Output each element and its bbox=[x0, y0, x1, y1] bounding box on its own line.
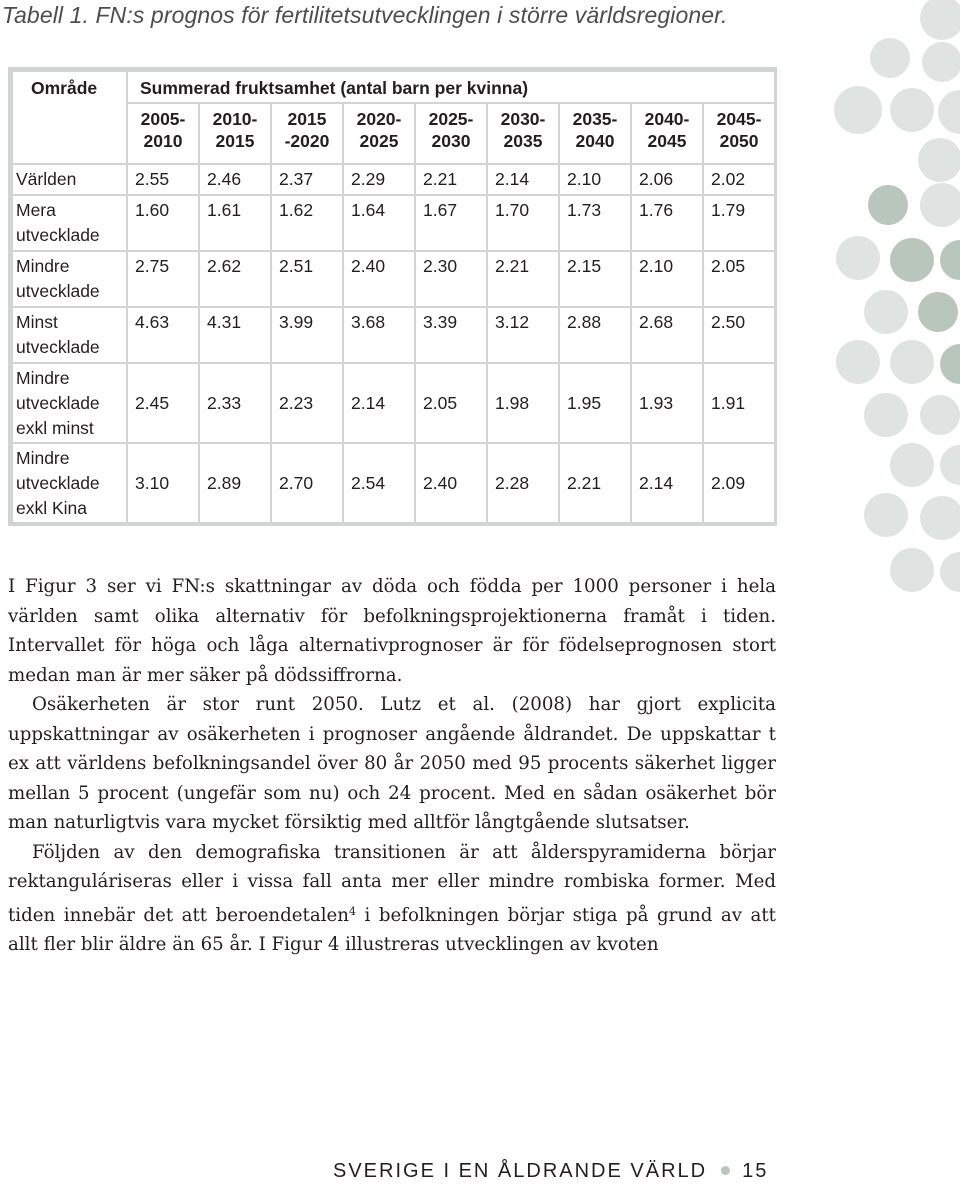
decorative-circle bbox=[836, 236, 880, 280]
table-cell: 2.51 bbox=[271, 251, 343, 307]
table-cell: 2.28 bbox=[487, 443, 559, 523]
table-cell: 1.73 bbox=[559, 195, 631, 251]
row-label-line: utvecklade bbox=[16, 225, 100, 245]
table-cell: 2.55 bbox=[127, 164, 199, 195]
row-label-line: exkl Kina bbox=[16, 498, 88, 518]
separator-dot-icon bbox=[721, 1166, 730, 1175]
period-header-line: 2015 bbox=[215, 131, 255, 151]
period-header-line: 2030 bbox=[431, 131, 471, 151]
table-caption: Tabell 1. FN:s prognos för fertilitetsutvecklingen i större världsregioner. bbox=[2, 2, 728, 28]
table-cell: 2.40 bbox=[343, 251, 415, 307]
decorative-circle bbox=[890, 238, 934, 282]
decorative-circle bbox=[940, 344, 960, 384]
decorative-circle bbox=[864, 493, 908, 537]
row-label-line: utvecklade bbox=[16, 473, 100, 493]
table-row bbox=[12, 307, 775, 363]
table-cell: 3.39 bbox=[415, 307, 487, 363]
table-cell: 2.37 bbox=[271, 164, 343, 195]
page-number: 15 bbox=[742, 1160, 769, 1182]
table-cell: 2.21 bbox=[559, 443, 631, 523]
paragraph-3 bbox=[8, 838, 776, 960]
row-label-line: Världen bbox=[16, 169, 77, 189]
row-label-line: utvecklade bbox=[16, 337, 100, 357]
decorative-circle bbox=[920, 183, 960, 227]
period-header-line: 2045 bbox=[647, 131, 687, 151]
decorative-circle bbox=[920, 496, 960, 540]
table-cell: 2.23 bbox=[271, 363, 343, 443]
table-cell: 2.45 bbox=[127, 363, 199, 443]
decorative-circle bbox=[920, 395, 960, 435]
row-label bbox=[12, 307, 127, 363]
row-label-line: Mindre bbox=[16, 448, 70, 468]
table-cell: 2.54 bbox=[343, 443, 415, 523]
period-header-line: 2030- bbox=[500, 109, 546, 129]
period-header-line: 2035- bbox=[572, 109, 618, 129]
decorative-circle bbox=[918, 138, 960, 182]
decorative-circle bbox=[864, 290, 908, 334]
period-header-line: 2015 bbox=[287, 109, 327, 129]
paragraph-3-text-b: i befolkningen börjar stiga på grund av att allt fler blir äldre än 65 år. I Figur 4 illustreras utvecklingen av kvoten bbox=[8, 904, 776, 955]
period-header bbox=[271, 103, 343, 164]
table-cell: 2.06 bbox=[631, 164, 703, 195]
period-header-line: 2040 bbox=[575, 131, 615, 151]
footnote-ref: 4 bbox=[349, 904, 356, 918]
decorative-circle bbox=[890, 340, 934, 384]
running-title: SVERIGE I EN ÅLDRANDE VÄRLD bbox=[333, 1160, 708, 1182]
period-header-line: 2050 bbox=[719, 131, 759, 151]
period-header bbox=[127, 103, 199, 164]
table-cell: 1.91 bbox=[703, 363, 775, 443]
table-cell: 4.31 bbox=[199, 307, 271, 363]
period-header bbox=[415, 103, 487, 164]
decorative-circle bbox=[940, 240, 960, 280]
table-cell: 2.40 bbox=[415, 443, 487, 523]
decorative-circle bbox=[834, 86, 882, 134]
body-text bbox=[8, 572, 776, 960]
table-cell: 2.33 bbox=[199, 363, 271, 443]
row-label-line: exkl minst bbox=[16, 418, 94, 438]
period-header bbox=[631, 103, 703, 164]
period-header bbox=[559, 103, 631, 164]
header-area: Område bbox=[12, 71, 127, 164]
row-label bbox=[12, 363, 127, 443]
row-label-line: utvecklade bbox=[16, 393, 100, 413]
period-header-line: 2025 bbox=[359, 131, 399, 151]
table-cell: 2.62 bbox=[199, 251, 271, 307]
table-row bbox=[12, 195, 775, 251]
table-cell: 4.63 bbox=[127, 307, 199, 363]
decorative-circle bbox=[890, 443, 934, 487]
header-total-fertility: Summerad fruktsamhet (antal barn per kvinna) bbox=[127, 71, 775, 103]
table-cell: 2.21 bbox=[415, 164, 487, 195]
decorative-circle bbox=[922, 42, 960, 82]
table-cell: 2.30 bbox=[415, 251, 487, 307]
table-row bbox=[12, 363, 775, 443]
table-cell: 2.14 bbox=[343, 363, 415, 443]
fertility-table-frame bbox=[8, 67, 777, 526]
fertility-table bbox=[11, 70, 776, 524]
period-header-line: 2025- bbox=[428, 109, 474, 129]
table-cell: 2.09 bbox=[703, 443, 775, 523]
period-header-line: 2010 bbox=[143, 131, 183, 151]
period-header bbox=[703, 103, 775, 164]
table-cell: 1.60 bbox=[127, 195, 199, 251]
table-row bbox=[12, 251, 775, 307]
row-label-line: Minst bbox=[16, 312, 58, 332]
table-cell: 1.61 bbox=[199, 195, 271, 251]
table-cell: 1.79 bbox=[703, 195, 775, 251]
decorative-circle bbox=[836, 340, 880, 384]
period-header-line: 2010- bbox=[212, 109, 258, 129]
table-cell: 3.99 bbox=[271, 307, 343, 363]
row-label bbox=[12, 251, 127, 307]
page-footer bbox=[333, 1160, 768, 1183]
table-cell: 2.89 bbox=[199, 443, 271, 523]
period-header-line: 2035 bbox=[503, 131, 543, 151]
table-cell: 3.10 bbox=[127, 443, 199, 523]
row-label-line: Mindre bbox=[16, 256, 70, 276]
decorative-circle bbox=[938, 90, 960, 134]
period-header-line: -2020 bbox=[284, 131, 330, 151]
period-header bbox=[487, 103, 559, 164]
decorative-circle bbox=[870, 38, 910, 78]
period-header-line: 2005- bbox=[140, 109, 186, 129]
table-cell: 2.75 bbox=[127, 251, 199, 307]
table-cell: 2.46 bbox=[199, 164, 271, 195]
table-cell: 1.67 bbox=[415, 195, 487, 251]
paragraph-1: I Figur 3 ser vi FN:s skattningar av döda och födda per 1000 personer i hela världen samt olika alternativ för befolkningsprojektionerna framåt i tiden. Intervallet för höga och låga alternativprognoser är för födelseprognosen stort medan man är mer säker på dödssiffrorna. bbox=[8, 576, 776, 686]
table-cell: 2.70 bbox=[271, 443, 343, 523]
table-cell: 3.68 bbox=[343, 307, 415, 363]
table-cell: 2.02 bbox=[703, 164, 775, 195]
decorative-circle bbox=[918, 292, 958, 332]
decorative-circles bbox=[820, 0, 960, 620]
decorative-circle bbox=[920, 0, 960, 40]
period-header-line: 2045- bbox=[716, 109, 762, 129]
table-cell: 1.64 bbox=[343, 195, 415, 251]
paragraph-3-text-a: Följden av den demografiska transitionen är att ålderspyramiderna börjar rektanguláriseras eller i vissa fall anta mer eller mindre rombiska former. Med tiden innebär det att beroendetalen bbox=[8, 841, 776, 926]
table-cell: 2.14 bbox=[631, 443, 703, 523]
row-label-line: Mindre bbox=[16, 368, 70, 388]
period-header-line: 2020- bbox=[356, 109, 402, 129]
decorative-circle bbox=[868, 185, 908, 225]
table-cell: 2.21 bbox=[487, 251, 559, 307]
table-cell: 2.50 bbox=[703, 307, 775, 363]
table-cell: 2.10 bbox=[631, 251, 703, 307]
row-label bbox=[12, 195, 127, 251]
period-header-line: 2040- bbox=[644, 109, 690, 129]
paragraph-2: Osäkerheten är stor runt 2050. Lutz et al. (2008) har gjort explicita uppskattningar av osäkerheten i prognoser angående åldrandet. De uppskattar t ex att världens befolkningsandel över 80 år 2050 med 95 procents säkerhet ligger mellan 5 procent (ungefär som nu) och 24 procent. Med en sådan osäkerhet bör man naturligtvis vara mycket försiktig med alltför långtgående slutsatser. bbox=[8, 694, 776, 833]
row-label bbox=[12, 443, 127, 523]
table-cell: 1.76 bbox=[631, 195, 703, 251]
table-cell: 1.98 bbox=[487, 363, 559, 443]
table-cell: 1.70 bbox=[487, 195, 559, 251]
decorative-circle bbox=[890, 548, 934, 592]
period-header bbox=[343, 103, 415, 164]
table-cell: 2.05 bbox=[415, 363, 487, 443]
table-cell: 2.14 bbox=[487, 164, 559, 195]
table-cell: 2.88 bbox=[559, 307, 631, 363]
table-row bbox=[12, 443, 775, 523]
table-cell: 3.12 bbox=[487, 307, 559, 363]
period-header bbox=[199, 103, 271, 164]
decorative-circle bbox=[890, 88, 934, 132]
table-cell: 1.62 bbox=[271, 195, 343, 251]
decorative-circle bbox=[940, 445, 960, 485]
decorative-circle bbox=[940, 552, 960, 592]
decorative-circle bbox=[864, 393, 908, 437]
table-cell: 1.95 bbox=[559, 363, 631, 443]
table-cell: 2.15 bbox=[559, 251, 631, 307]
row-label bbox=[12, 164, 127, 195]
table-cell: 1.93 bbox=[631, 363, 703, 443]
table-cell: 2.10 bbox=[559, 164, 631, 195]
row-label-line: utvecklade bbox=[16, 281, 100, 301]
table-cell: 2.05 bbox=[703, 251, 775, 307]
table-cell: 2.68 bbox=[631, 307, 703, 363]
table-cell: 2.29 bbox=[343, 164, 415, 195]
table-row bbox=[12, 164, 775, 195]
row-label-line: Mera bbox=[16, 200, 56, 220]
